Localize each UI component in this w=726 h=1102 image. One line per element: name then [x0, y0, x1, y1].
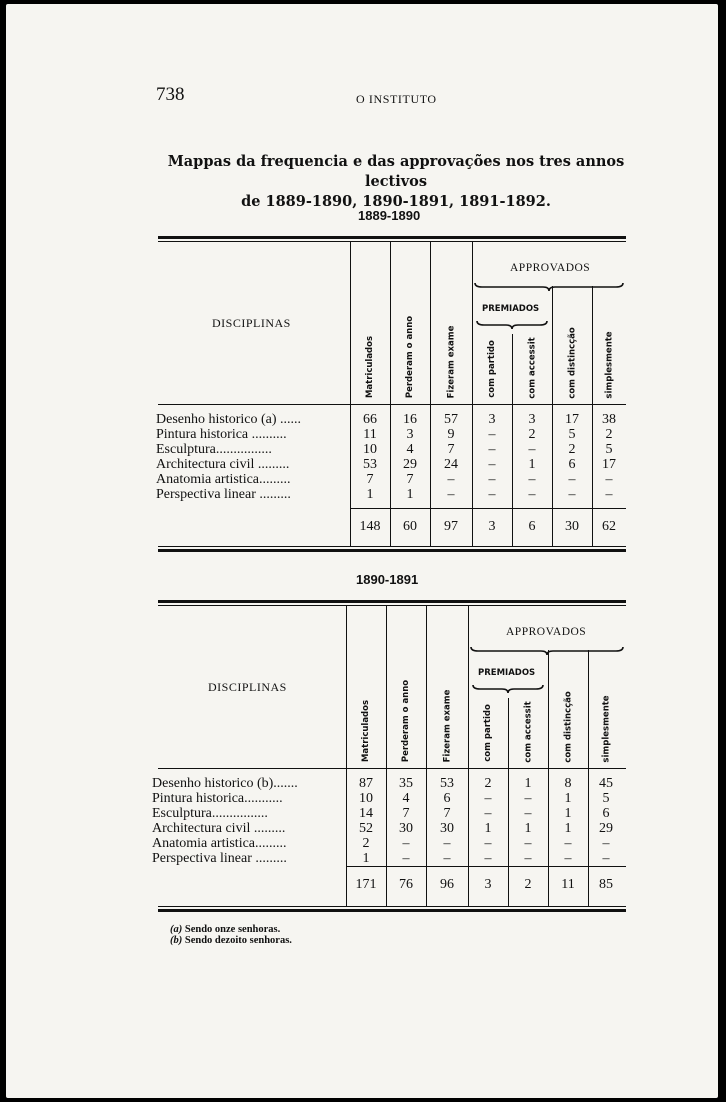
total-cell: 85: [599, 877, 613, 892]
table-cell: 1: [564, 821, 572, 836]
column-header: com partido: [486, 340, 497, 398]
row-label: Architectura civil .........: [152, 821, 286, 836]
premiados-header: PREMIADOS: [478, 668, 536, 678]
table-cell: 6: [568, 457, 576, 472]
table-cell: 1: [564, 806, 572, 821]
table-cell: –: [443, 851, 451, 866]
row-label: Anatomia artistica.........: [152, 836, 287, 851]
table-cell: –: [488, 457, 496, 472]
total-cell: 171: [355, 877, 377, 892]
total-cell: 62: [602, 519, 616, 534]
row-label: Anatomia artistica.........: [156, 472, 291, 487]
table-cell: 35: [399, 776, 413, 791]
row-label: Esculptura................: [152, 806, 268, 821]
premiados-brace: [472, 684, 544, 694]
total-cell: 11: [561, 877, 575, 892]
table-cell: 2: [605, 427, 613, 442]
rule-top: [158, 600, 626, 603]
table-cell: 29: [403, 457, 417, 472]
table-cell: 2: [528, 427, 536, 442]
table-cell: 38: [602, 412, 616, 427]
footnotes: [170, 924, 292, 946]
column-header: Perderam o anno: [401, 679, 412, 763]
title-line-1: Mappas da frequencia e das approvações nos tres annos lectivos: [167, 153, 625, 190]
table-cell: –: [484, 806, 492, 821]
column-header: Fizeram exame: [445, 325, 456, 398]
row-label: Architectura civil .........: [156, 457, 290, 472]
rule-totals: [350, 508, 626, 509]
total-cell: 3: [488, 519, 496, 534]
table-cell: 16: [403, 412, 417, 427]
total-cell: 97: [444, 519, 458, 534]
total-cell: 2: [524, 877, 532, 892]
column-header: simplesmente: [601, 694, 612, 763]
column-header: Fizeram exame: [441, 689, 452, 762]
total-cell: 96: [440, 877, 454, 892]
disciplinas-header: DISCIPLINAS: [208, 680, 287, 694]
table-cell: –: [443, 836, 451, 851]
rule-bottom: [158, 906, 626, 907]
table-cell: –: [402, 851, 410, 866]
column-header: com accessit: [523, 700, 534, 763]
table-cell: 7: [447, 442, 455, 457]
table-cell: 3: [488, 412, 496, 427]
table-cell: 57: [444, 412, 458, 427]
row-label: Perspectiva linear .........: [152, 851, 287, 866]
column-header: com accessit: [527, 336, 538, 399]
table-cell: –: [484, 851, 492, 866]
table-cell: –: [524, 851, 532, 866]
table-cell: 2: [484, 776, 492, 791]
row-label: Esculptura................: [156, 442, 272, 457]
table-cell: 1: [524, 776, 532, 791]
title-line-2: de 1889-1890, 1890-1891, 1891-1892.: [241, 193, 551, 210]
row-label: Desenho historico (b).......: [152, 776, 298, 791]
table-cell: –: [524, 791, 532, 806]
table-cell: 4: [406, 442, 414, 457]
total-cell: 148: [359, 519, 381, 534]
table-cell: 6: [443, 791, 451, 806]
row-label: Perspectiva linear .........: [156, 487, 291, 502]
table-cell: 1: [524, 821, 532, 836]
rule-bottom: [158, 546, 626, 547]
table-cell: –: [528, 442, 536, 457]
table-cell: 29: [599, 821, 613, 836]
rule-top-thin: [158, 241, 626, 242]
table-cell: 1: [484, 821, 492, 836]
rule-top: [158, 236, 626, 239]
table-cell: 5: [602, 791, 610, 806]
premiados-header: PREMIADOS: [482, 304, 540, 314]
column-header: com partido: [482, 704, 493, 762]
page-title: [146, 152, 646, 212]
year-heading: 1889-1890: [358, 208, 421, 223]
table-cell: 10: [363, 442, 377, 457]
table-cell: 1: [564, 791, 572, 806]
table-cell: –: [605, 487, 613, 502]
year-heading: 1890-1891: [356, 572, 419, 587]
table-cell: 14: [359, 806, 373, 821]
rule-header-bottom: [158, 404, 626, 405]
approvados-header: APPROVADOS: [506, 626, 587, 638]
table-cell: 11: [363, 427, 377, 442]
table-cell: 6: [602, 806, 610, 821]
table-cell: 30: [440, 821, 454, 836]
table-cell: –: [568, 487, 576, 502]
table-cell: –: [602, 836, 610, 851]
rule-totals: [346, 866, 626, 867]
rule-top-thin: [158, 605, 626, 606]
approvados-brace: [470, 646, 624, 656]
table-cell: –: [602, 851, 610, 866]
total-cell: 6: [528, 519, 536, 534]
row-label: Desenho historico (a) ......: [156, 412, 302, 427]
table-cell: 1: [362, 851, 370, 866]
table-cell: 2: [568, 442, 576, 457]
column-header: Matriculados: [361, 699, 372, 763]
table-cell: 7: [443, 806, 451, 821]
total-cell: 30: [565, 519, 579, 534]
table-cell: 17: [565, 412, 579, 427]
table-cell: 2: [362, 836, 370, 851]
table-cell: –: [488, 427, 496, 442]
table-cell: 7: [406, 472, 414, 487]
table-cell: 1: [406, 487, 414, 502]
table-cell: 7: [402, 806, 410, 821]
table-cell: 3: [406, 427, 414, 442]
table-cell: –: [447, 487, 455, 502]
column-header: com distincção: [567, 326, 578, 399]
column-header: Matriculados: [365, 335, 376, 399]
table-cell: 9: [447, 427, 455, 442]
table-cell: –: [488, 487, 496, 502]
table-cell: 1: [528, 457, 536, 472]
table-cell: –: [402, 836, 410, 851]
table-cell: 5: [605, 442, 613, 457]
rule-bottom-thick: [158, 909, 626, 912]
total-cell: 60: [403, 519, 417, 534]
table-cell: –: [528, 472, 536, 487]
table-cell: –: [447, 472, 455, 487]
premiados-brace: [476, 320, 548, 330]
table-cell: 66: [363, 412, 377, 427]
table-cell: 3: [528, 412, 536, 427]
table-cell: 7: [366, 472, 374, 487]
page-number: 738: [156, 84, 185, 105]
table-cell: –: [564, 836, 572, 851]
page: [6, 4, 718, 1098]
table-cell: 53: [363, 457, 377, 472]
approvados-brace: [474, 282, 624, 292]
table-cell: –: [488, 442, 496, 457]
footnote: (a) Sendo onze senhoras.: [170, 924, 281, 935]
approvados-header: APPROVADOS: [510, 262, 591, 274]
table-cell: –: [528, 487, 536, 502]
table-cell: 1: [366, 487, 374, 502]
column-header: com distincção: [563, 690, 574, 763]
table-cell: –: [484, 836, 492, 851]
table-cell: 30: [399, 821, 413, 836]
table-cell: –: [484, 791, 492, 806]
column-header: simplesmente: [604, 330, 615, 399]
running-head: O INSTITUTO: [356, 92, 437, 106]
table-cell: 8: [564, 776, 572, 791]
disciplinas-header: DISCIPLINAS: [212, 316, 291, 330]
table-cell: 87: [359, 776, 373, 791]
table-cell: 17: [602, 457, 616, 472]
rule-bottom-thick: [158, 549, 626, 552]
table-cell: –: [605, 472, 613, 487]
table-cell: 53: [440, 776, 454, 791]
table-cell: –: [524, 806, 532, 821]
table-cell: 5: [568, 427, 576, 442]
total-cell: 3: [484, 877, 492, 892]
rule-header-bottom: [158, 768, 626, 769]
table-cell: –: [488, 472, 496, 487]
column-header: Perderam o anno: [405, 315, 416, 399]
table-cell: –: [524, 836, 532, 851]
table-cell: –: [564, 851, 572, 866]
footnote: (b) Sendo dezoito senhoras.: [170, 935, 292, 946]
table-cell: 24: [444, 457, 458, 472]
total-cell: 76: [399, 877, 413, 892]
table-cell: –: [568, 472, 576, 487]
row-label: Pintura historica...........: [152, 791, 283, 806]
table-cell: 52: [359, 821, 373, 836]
table-cell: 10: [359, 791, 373, 806]
table-cell: 4: [402, 791, 410, 806]
table-cell: 45: [599, 776, 613, 791]
row-label: Pintura historica ..........: [156, 427, 287, 442]
